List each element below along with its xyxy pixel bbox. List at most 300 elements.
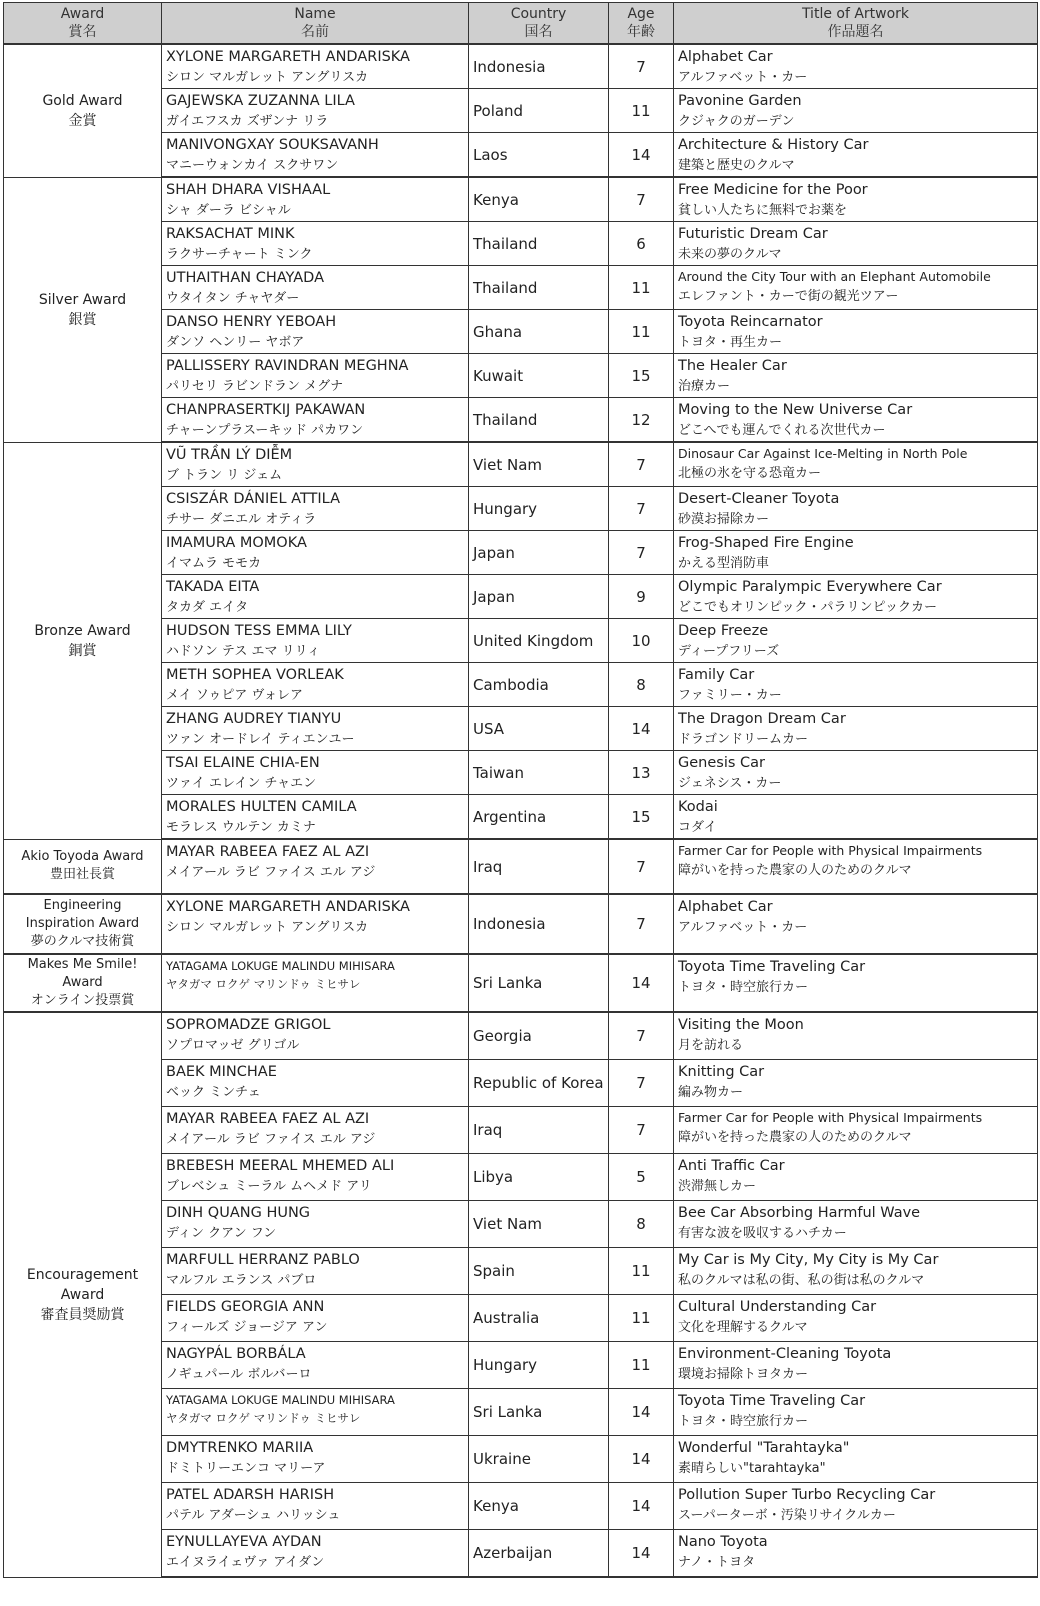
- artwork-title-english: Futuristic Dream Car: [678, 226, 828, 242]
- country-cell: Spain: [469, 1247, 609, 1294]
- award-label-line: Inspiration Award: [25, 916, 140, 931]
- age-cell: 11: [609, 1341, 674, 1388]
- name-cell: [162, 894, 469, 954]
- name-english: SHAH DHARA VISHAAL: [166, 182, 331, 198]
- name-cell: [162, 1153, 469, 1200]
- award-label-line: Makes Me Smile!: [27, 957, 138, 972]
- header-age: Age 年齢: [609, 3, 674, 45]
- award-label-line: Award: [62, 975, 103, 990]
- award-label-line: 金賞: [68, 112, 97, 129]
- table-row: [4, 839, 1038, 894]
- name-cell: [162, 954, 469, 1012]
- table-row: [4, 177, 1038, 222]
- artwork-title-cell: [674, 1106, 1038, 1153]
- country-cell: United Kingdom: [469, 619, 609, 663]
- age-cell: 7: [609, 839, 674, 894]
- name-cell: [162, 442, 469, 487]
- artwork-title-cell: [674, 1529, 1038, 1577]
- country-cell: Thailand: [469, 398, 609, 443]
- age-cell: 14: [609, 707, 674, 751]
- artwork-title-cell: [674, 177, 1038, 222]
- artwork-title-japanese: アルファベット・カー: [678, 920, 808, 935]
- name-cell: [162, 487, 469, 531]
- artwork-title-japanese: クジャクのガーデン: [678, 114, 795, 129]
- name-cell: [162, 310, 469, 354]
- name-japanese: モラレス ウルテン カミナ: [166, 820, 316, 835]
- age-cell: 11: [609, 1294, 674, 1341]
- artwork-title-english: Nano Toyota: [678, 1533, 768, 1550]
- award-label-line: オンライン投票賞: [30, 993, 135, 1008]
- artwork-title-japanese: ディープフリーズ: [678, 644, 780, 659]
- artwork-title-english: Pavonine Garden: [678, 93, 802, 109]
- name-english: MAYAR RABEEA FAEZ AL AZI: [166, 844, 370, 860]
- country-cell: Sri Lanka: [469, 954, 609, 1012]
- age-cell: 7: [609, 531, 674, 575]
- name-japanese: チサー ダニエル オティラ: [166, 512, 317, 527]
- artwork-title-japanese: 未来の夢のクルマ: [678, 247, 782, 262]
- name-japanese: チャーンプラスーキッド パカワン: [166, 423, 364, 438]
- name-english: CSISZÁR DÁNIEL ATTILA: [166, 491, 341, 507]
- artwork-title-cell: [674, 133, 1038, 178]
- artwork-title-japanese: 有害な波を吸収するハチカー: [678, 1225, 847, 1241]
- country-cell: Iraq: [469, 839, 609, 894]
- name-cell: [162, 222, 469, 266]
- age-cell: 9: [609, 575, 674, 619]
- country-cell: Japan: [469, 575, 609, 619]
- name-japanese: マルフル エランス パブロ: [166, 1272, 317, 1288]
- name-english: SOPROMADZE GRIGOL: [166, 1017, 331, 1033]
- name-cell: [162, 619, 469, 663]
- age-cell: 8: [609, 1200, 674, 1247]
- name-english: TSAI ELAINE CHIA-EN: [166, 755, 320, 771]
- artwork-title-japanese: エレファント・カーで街の観光ツアー: [678, 289, 899, 304]
- artwork-title-japanese: コダイ: [678, 820, 717, 835]
- name-english: FIELDS GEORGIA ANN: [166, 1298, 325, 1315]
- artwork-title-english: Toyota Time Traveling Car: [678, 959, 866, 975]
- country-cell: Viet Nam: [469, 1200, 609, 1247]
- country-cell: Argentina: [469, 795, 609, 840]
- artwork-title-cell: [674, 663, 1038, 707]
- name-english: DINH QUANG HUNG: [166, 1204, 311, 1221]
- name-japanese: ツァン オードレイ ティエンユー: [166, 732, 355, 747]
- name-english: HUDSON TESS EMMA LILY: [166, 623, 352, 639]
- name-cell: [162, 531, 469, 575]
- name-cell: [162, 44, 469, 89]
- header-country: Country 国名: [469, 3, 609, 45]
- age-cell: 10: [609, 619, 674, 663]
- name-japanese: ヤタガマ ロクゲ マリンドゥ ミヒサレ: [166, 1410, 361, 1425]
- artwork-title-japanese: 私のクルマは私の街、私の街は私のクルマ: [678, 1272, 925, 1288]
- name-japanese: ディン クアン フン: [166, 1225, 277, 1241]
- artwork-title-english: Around the City Tour with an Elephant Automobile: [678, 269, 991, 284]
- name-cell: [162, 266, 469, 310]
- name-english: CHANPRASERTKIJ PAKAWAN: [166, 402, 366, 418]
- name-cell: [162, 354, 469, 398]
- artwork-title-cell: [674, 487, 1038, 531]
- name-japanese: シロン マルガレット アングリスカ: [166, 920, 369, 935]
- name-english: DANSO HENRY YEBOAH: [166, 314, 337, 330]
- award-label-line: 審査員奨励賞: [40, 1306, 125, 1323]
- age-cell: 7: [609, 1106, 674, 1153]
- name-japanese: イマムラ モモカ: [166, 556, 262, 571]
- artwork-title-japanese: 北極の氷を守る恐竜カー: [678, 466, 822, 481]
- name-japanese: メイ ソゥピア ヴォレア: [166, 688, 303, 703]
- artwork-title-japanese: どこでもオリンピック・パラリンピックカー: [678, 600, 937, 615]
- name-japanese: ベック ミンチェ: [166, 1084, 261, 1100]
- country-cell: Viet Nam: [469, 442, 609, 487]
- age-cell: 14: [609, 954, 674, 1012]
- country-cell: Georgia: [469, 1012, 609, 1059]
- artwork-title-japanese: 砂漠お掃除カー: [678, 512, 770, 527]
- artwork-title-japanese: スーパーターボ・汚染リサイクルカー: [678, 1507, 896, 1523]
- artwork-title-cell: [674, 1247, 1038, 1294]
- name-japanese: シロン マルガレット アングリスカ: [166, 70, 369, 85]
- country-cell: Ukraine: [469, 1435, 609, 1482]
- country-cell: Kuwait: [469, 354, 609, 398]
- artwork-title-japanese: 渋滞無しカー: [678, 1178, 757, 1194]
- age-cell: 15: [609, 354, 674, 398]
- name-english: ZHANG AUDREY TIANYU: [166, 711, 342, 727]
- name-cell: [162, 707, 469, 751]
- country-cell: Kenya: [469, 177, 609, 222]
- age-cell: 5: [609, 1153, 674, 1200]
- award-cell: [4, 894, 162, 954]
- award-label-line: Gold Award: [42, 92, 123, 109]
- artwork-title-english: Alphabet Car: [678, 899, 773, 915]
- award-label-line: Akio Toyoda Award: [21, 849, 144, 865]
- artwork-title-cell: [674, 1059, 1038, 1106]
- country-cell: Thailand: [469, 266, 609, 310]
- artwork-title-japanese: 環境お掃除トヨタカー: [678, 1366, 809, 1382]
- name-cell: [162, 1200, 469, 1247]
- award-label-line: Encouragement: [26, 1266, 139, 1283]
- name-cell: [162, 751, 469, 795]
- artwork-title-cell: [674, 1482, 1038, 1529]
- country-cell: Kenya: [469, 1482, 609, 1529]
- awards-table-body: [4, 44, 1038, 1577]
- artwork-title-japanese: ジェネシス・カー: [678, 776, 782, 791]
- name-cell: [162, 1106, 469, 1153]
- artwork-title-english: Pollution Super Turbo Recycling Car: [678, 1486, 936, 1503]
- artwork-title-english: Frog-Shaped Fire Engine: [678, 535, 854, 551]
- age-cell: 11: [609, 89, 674, 133]
- name-english: MORALES HULTEN CAMILA: [166, 799, 357, 815]
- artwork-title-english: Alphabet Car: [678, 49, 773, 65]
- name-english: MARFULL HERRANZ PABLO: [166, 1251, 360, 1268]
- artwork-title-japanese: 治療カー: [678, 379, 731, 394]
- award-label-line: Bronze Award: [34, 622, 131, 639]
- table-row: [4, 442, 1038, 487]
- name-english: PALLISSERY RAVINDRAN MEGHNA: [166, 358, 409, 374]
- award-label-line: Silver Award: [38, 291, 127, 308]
- name-cell: [162, 575, 469, 619]
- name-japanese: パリセリ ラビンドラン メグナ: [166, 379, 344, 394]
- name-cell: [162, 89, 469, 133]
- age-cell: 8: [609, 663, 674, 707]
- country-cell: Australia: [469, 1294, 609, 1341]
- artwork-title-english: The Dragon Dream Car: [678, 711, 846, 727]
- artwork-title-japanese: 素晴らしい"tarahtayka": [678, 1460, 826, 1476]
- age-cell: 14: [609, 1435, 674, 1482]
- age-cell: 14: [609, 1388, 674, 1435]
- artwork-title-cell: [674, 619, 1038, 663]
- name-english: IMAMURA MOMOKA: [166, 535, 307, 551]
- name-english: MANIVONGXAY SOUKSAVANH: [166, 137, 379, 153]
- artwork-title-cell: [674, 839, 1038, 894]
- artwork-title-cell: [674, 398, 1038, 443]
- artwork-title-cell: [674, 44, 1038, 89]
- name-cell: [162, 398, 469, 443]
- artwork-title-cell: [674, 442, 1038, 487]
- artwork-title-japanese: ファミリー・カー: [678, 688, 782, 703]
- artwork-title-english: Knitting Car: [678, 1063, 765, 1080]
- age-cell: 7: [609, 1012, 674, 1059]
- name-japanese: ノギュパール ボルバーロ: [166, 1366, 312, 1382]
- name-cell: [162, 1247, 469, 1294]
- age-cell: 7: [609, 894, 674, 954]
- artwork-title-cell: [674, 222, 1038, 266]
- name-cell: [162, 1059, 469, 1106]
- name-japanese: パテル アダーシュ ハリッシュ: [166, 1507, 341, 1523]
- awards-document: [3, 2, 1038, 1578]
- age-cell: 7: [609, 442, 674, 487]
- name-english: EYNULLAYEVA AYDAN: [166, 1533, 322, 1550]
- table-row: [4, 44, 1038, 89]
- artwork-title-japanese: 貧しい人たちに無料でお薬を: [678, 203, 848, 218]
- artwork-title-cell: [674, 575, 1038, 619]
- name-japanese: シャ ダーラ ビシャル: [166, 203, 291, 218]
- country-cell: Indonesia: [469, 894, 609, 954]
- age-cell: 14: [609, 133, 674, 178]
- name-japanese: エイヌライェヴァ アイダン: [166, 1554, 325, 1570]
- name-cell: [162, 1482, 469, 1529]
- country-cell: Sri Lanka: [469, 1388, 609, 1435]
- header-row: [4, 3, 1038, 45]
- artwork-title-japanese: 文化を理解するクルマ: [678, 1319, 808, 1335]
- table-row: [4, 894, 1038, 954]
- name-cell: [162, 133, 469, 178]
- award-cell: [4, 442, 162, 839]
- award-cell: [4, 954, 162, 1012]
- artwork-title-cell: [674, 266, 1038, 310]
- artwork-title-english: Toyota Reincarnator: [678, 314, 823, 330]
- award-cell: [4, 839, 162, 894]
- artwork-title-cell: [674, 954, 1038, 1012]
- artwork-title-english: Free Medicine for the Poor: [678, 182, 868, 198]
- artwork-title-japanese: アルファベット・カー: [678, 70, 808, 85]
- name-english: YATAGAMA LOKUGE MALINDU MIHISARA: [166, 1392, 395, 1407]
- artwork-title-japanese: 月を訪れる: [678, 1038, 744, 1053]
- artwork-title-english: Cultural Understanding Car: [678, 1298, 877, 1315]
- name-english: TAKADA EITA: [166, 579, 260, 595]
- country-cell: Hungary: [469, 487, 609, 531]
- artwork-title-english: Genesis Car: [678, 755, 765, 771]
- artwork-title-cell: [674, 89, 1038, 133]
- artwork-title-cell: [674, 894, 1038, 954]
- name-japanese: ドミトリーエンコ マリーア: [166, 1460, 326, 1476]
- artwork-title-japanese: 編み物カー: [678, 1084, 744, 1100]
- artwork-title-english: Farmer Car for People with Physical Impairments: [678, 1109, 983, 1125]
- header-award: Award 賞名: [4, 3, 162, 45]
- award-cell: [4, 1012, 162, 1577]
- artwork-title-english: Architecture & History Car: [678, 137, 869, 153]
- age-cell: 12: [609, 398, 674, 443]
- age-cell: 11: [609, 310, 674, 354]
- artwork-title-japanese: どこへでも運んでくれる次世代カー: [678, 423, 886, 438]
- name-english: GAJEWSKA ZUZANNA LILA: [166, 93, 355, 109]
- award-cell: [4, 177, 162, 442]
- artwork-title-cell: [674, 354, 1038, 398]
- artwork-title-english: Deep Freeze: [678, 623, 769, 639]
- age-cell: 13: [609, 751, 674, 795]
- name-japanese: ガイエフスカ ズザンナ リラ: [166, 114, 329, 129]
- name-japanese: ツァイ エレイン チャエン: [166, 776, 317, 791]
- country-cell: Indonesia: [469, 44, 609, 89]
- name-japanese: フィールズ ジョージア アン: [166, 1319, 328, 1335]
- country-cell: Laos: [469, 133, 609, 178]
- artwork-title-cell: [674, 531, 1038, 575]
- award-label-line: 豊田社長賞: [49, 867, 115, 883]
- age-cell: 7: [609, 177, 674, 222]
- name-japanese: ウタイタン チャヤダー: [166, 291, 300, 306]
- name-cell: [162, 663, 469, 707]
- country-cell: Thailand: [469, 222, 609, 266]
- age-cell: 6: [609, 222, 674, 266]
- country-cell: Ghana: [469, 310, 609, 354]
- artwork-title-cell: [674, 1388, 1038, 1435]
- award-label-line: 銅賞: [68, 642, 97, 659]
- name-japanese: メイアール ラビ ファイス エル アジ: [166, 865, 376, 880]
- artwork-title-english: Kodai: [678, 799, 718, 815]
- artwork-title-cell: [674, 1341, 1038, 1388]
- award-label-line: 銀賞: [68, 311, 97, 328]
- country-cell: Iraq: [469, 1106, 609, 1153]
- country-cell: Republic of Korea: [469, 1059, 609, 1106]
- name-cell: [162, 177, 469, 222]
- age-cell: 11: [609, 1247, 674, 1294]
- artwork-title-japanese: トヨタ・時空旅行カー: [678, 1413, 809, 1429]
- artwork-title-english: Dinosaur Car Against Ice-Melting in North Pole: [678, 446, 968, 461]
- award-cell: [4, 44, 162, 177]
- country-cell: Poland: [469, 89, 609, 133]
- artwork-title-japanese: トヨタ・再生カー: [678, 335, 783, 350]
- country-cell: Japan: [469, 531, 609, 575]
- name-cell: [162, 1388, 469, 1435]
- artwork-title-english: Toyota Time Traveling Car: [678, 1392, 866, 1409]
- artwork-title-japanese: 建築と歴史のクルマ: [678, 158, 795, 173]
- country-cell: USA: [469, 707, 609, 751]
- artwork-title-english: Olympic Paralympic Everywhere Car: [678, 579, 942, 595]
- artwork-title-cell: [674, 795, 1038, 840]
- artwork-title-japanese: かえる型消防車: [678, 556, 770, 571]
- name-english: VŨ TRẦN LÝ DIỄM: [166, 447, 293, 463]
- artwork-title-english: Visiting the Moon: [678, 1017, 804, 1033]
- name-japanese: ブレベシュ ミーラル ムヘメド アリ: [166, 1178, 372, 1194]
- name-japanese: マニーウォンカイ スクサワン: [166, 158, 339, 173]
- name-english: PATEL ADARSH HARISH: [166, 1486, 335, 1503]
- name-japanese: ソプロマッゼ グリゴル: [166, 1038, 300, 1053]
- name-english: DMYTRENKO MARIIA: [166, 1439, 314, 1456]
- country-cell: Hungary: [469, 1341, 609, 1388]
- artwork-title-english: Desert-Cleaner Toyota: [678, 491, 840, 507]
- artwork-title-english: My Car is My City, My City is My Car: [678, 1251, 939, 1268]
- artwork-title-japanese: トヨタ・時空旅行カー: [678, 980, 809, 995]
- award-label-line: 夢のクルマ技術賞: [30, 934, 135, 949]
- name-english: XYLONE MARGARETH ANDARISKA: [166, 49, 410, 65]
- artwork-title-english: Anti Traffic Car: [678, 1157, 785, 1174]
- name-cell: [162, 1529, 469, 1577]
- name-japanese: ラクサーチャート ミンク: [166, 247, 313, 262]
- artwork-title-cell: [674, 1294, 1038, 1341]
- award-label-line: Award: [60, 1286, 105, 1303]
- name-cell: [162, 1435, 469, 1482]
- name-japanese: メイアール ラビ ファイス エル アジ: [166, 1131, 376, 1147]
- artwork-title-japanese: ドラゴンドリームカー: [678, 732, 809, 747]
- name-japanese: タカダ エイタ: [166, 600, 249, 615]
- country-cell: Taiwan: [469, 751, 609, 795]
- country-cell: Cambodia: [469, 663, 609, 707]
- artwork-title-cell: [674, 1435, 1038, 1482]
- artwork-title-japanese: ナノ・トヨタ: [678, 1554, 756, 1570]
- artwork-title-cell: [674, 1153, 1038, 1200]
- artwork-title-cell: [674, 1200, 1038, 1247]
- name-english: YATAGAMA LOKUGE MALINDU MIHISARA: [166, 959, 395, 973]
- artwork-title-japanese: 障がいを持った農家の人のためのクルマ: [678, 863, 912, 878]
- name-cell: [162, 1341, 469, 1388]
- award-label-line: Engineering: [43, 898, 122, 913]
- age-cell: 14: [609, 1529, 674, 1577]
- name-english: NAGYPÁL BORBÁLA: [166, 1345, 306, 1362]
- name-cell: [162, 839, 469, 894]
- artwork-title-english: Environment-Cleaning Toyota: [678, 1345, 892, 1362]
- name-japanese: ヤタガマ ロクゲ マリンドゥ ミヒサレ: [166, 977, 361, 991]
- artwork-title-english: Wonderful "Tarahtayka": [678, 1439, 850, 1456]
- artwork-title-english: Farmer Car for People with Physical Impairments: [678, 843, 983, 858]
- country-cell: Libya: [469, 1153, 609, 1200]
- artwork-title-cell: [674, 1012, 1038, 1059]
- artwork-title-english: Family Car: [678, 667, 755, 683]
- name-cell: [162, 795, 469, 840]
- age-cell: 11: [609, 266, 674, 310]
- awards-table: [3, 2, 1038, 1578]
- artwork-title-cell: [674, 707, 1038, 751]
- name-english: BAEK MINCHAE: [166, 1063, 277, 1080]
- artwork-title-english: The Healer Car: [678, 358, 787, 374]
- name-english: MAYAR RABEEA FAEZ AL AZI: [166, 1110, 370, 1127]
- artwork-title-cell: [674, 310, 1038, 354]
- country-cell: Azerbaijan: [469, 1529, 609, 1577]
- header-name: Name 名前: [162, 3, 469, 45]
- artwork-title-japanese: 障がいを持った農家の人のためのクルマ: [678, 1129, 912, 1145]
- age-cell: 7: [609, 1059, 674, 1106]
- table-row: [4, 954, 1038, 1012]
- table-row: [4, 1012, 1038, 1059]
- name-english: RAKSACHAT MINK: [166, 226, 295, 242]
- artwork-title-cell: [674, 751, 1038, 795]
- name-cell: [162, 1294, 469, 1341]
- age-cell: 7: [609, 44, 674, 89]
- header-title: Title of Artwork 作品題名: [674, 3, 1038, 45]
- name-english: METH SOPHEA VORLEAK: [166, 667, 344, 683]
- artwork-title-english: Bee Car Absorbing Harmful Wave: [678, 1204, 921, 1221]
- name-english: XYLONE MARGARETH ANDARISKA: [166, 899, 410, 915]
- name-japanese: ハドソン テス エマ リリィ: [166, 644, 321, 659]
- age-cell: 7: [609, 487, 674, 531]
- age-cell: 14: [609, 1482, 674, 1529]
- name-english: UTHAITHAN CHAYADA: [166, 270, 325, 286]
- name-japanese: ブ トラン リ ジェム: [166, 468, 283, 483]
- name-cell: [162, 1012, 469, 1059]
